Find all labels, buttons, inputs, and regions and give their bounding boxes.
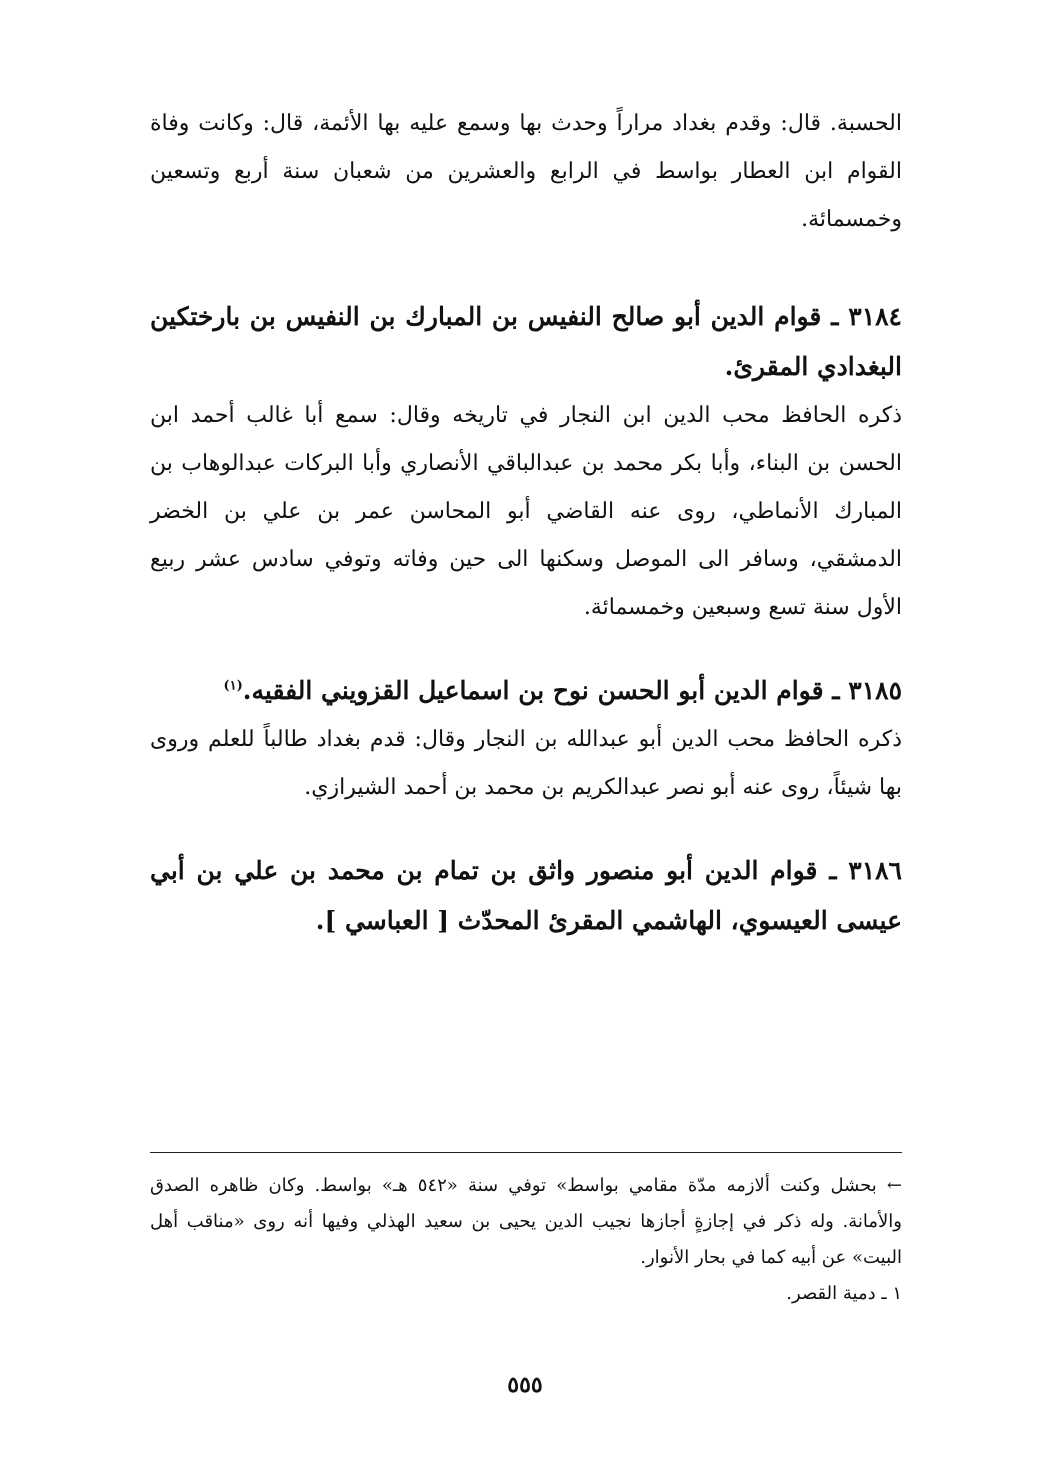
entry-heading-3186 bbox=[150, 846, 902, 946]
footnote-1: ١ ـ دمية القصر. bbox=[786, 1283, 902, 1304]
entry-title: ـ قوام الدين أبو الحسن نوح بن اسماعيل القزويني الفقيه. bbox=[242, 676, 840, 705]
footnotes bbox=[150, 1168, 902, 1312]
footnote-ref: (١) bbox=[223, 678, 243, 694]
footnote-continuation: ← بحشل وكنت ألازمه مدّة مقامي بواسط» توفي سنة «٥٤٢ هـ» بواسط. وكان ظاهره الصدق والأمانة. وله ذكر في إجازةٍ أجازها نجيب الدين يحيى بن سعيد الهذلي وفيها أنه روى «مناقب أهل البيت» عن أبيه كما في بحار الأنوار. bbox=[150, 1175, 902, 1268]
entry-number: ٣١٨٥ bbox=[848, 676, 902, 705]
entry-body-3184: ذكره الحافظ محب الدين ابن النجار في تاريخه وقال: سمع أبا غالب أحمد ابن الحسن بن البناء، وأبا بكر محمد بن عبدالباقي الأنصاري وأبا البركات عبدالوهاب بن المبارك الأنماطي، روى عنه القاضي أبو المحاسن عمر بن علي بن الخضر الدمشقي، وسافر الى الموصل وسكنها الى حين وفاته وتوفي سادس عشر ربيع الأول سنة تسع وسبعين وخمسمائة. bbox=[150, 403, 902, 620]
entry-title: ـ قوام الدين أبو صالح النفيس بن المبارك بن النفيس بن بارختكين البغدادي المقرئ. bbox=[150, 302, 902, 381]
entry-number: ٣١٨٤ bbox=[848, 302, 902, 331]
page-number: ٥٥٥ bbox=[507, 1372, 543, 1398]
entry-number: ٣١٨٦ bbox=[848, 856, 902, 885]
page-body bbox=[150, 100, 902, 946]
entry-title: ـ قوام الدين أبو منصور واثق بن تمام بن محمد بن علي بن أبي عيسى العيسوي، الهاشمي المقرئ المحدّث [ العباسي ]. bbox=[150, 856, 902, 935]
footnote-divider bbox=[150, 1152, 902, 1153]
entry-body-3185: ذكره الحافظ محب الدين أبو عبدالله بن النجار وقال: قدم بغداد طالباً للعلم وروى بها شيئاً، روى عنه أبو نصر عبدالكريم بن محمد بن أحمد الشيرازي. bbox=[150, 727, 902, 800]
entry-heading-3184 bbox=[150, 292, 902, 392]
intro-paragraph: الحسبة. قال: وقدم بغداد مراراً وحدث بها وسمع عليه بها الأئمة، قال: وكانت وفاة القوام ابن العطار بواسط في الرابع والعشرين من شعبان سنة أربع وتسعين وخمسمائة. bbox=[150, 111, 902, 232]
entry-heading-3185 bbox=[150, 666, 902, 716]
